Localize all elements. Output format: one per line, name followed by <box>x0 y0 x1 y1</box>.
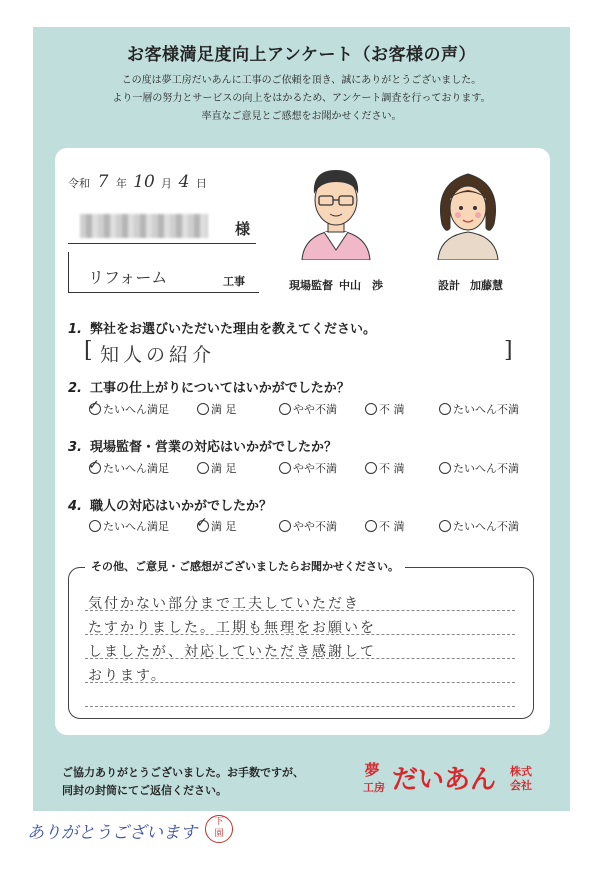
reason-value: 知人の紹介 <box>100 344 216 366</box>
radio-circle-icon <box>88 457 101 474</box>
option-label: やや不満 <box>293 462 337 475</box>
logo-name: だいあん <box>392 765 497 795</box>
options-q3 <box>88 457 539 476</box>
question-1 <box>68 318 376 337</box>
footer-line: ご協力ありがとうございました。お手数ですが、 <box>62 766 304 779</box>
question-number: 1. <box>68 322 82 337</box>
date-row <box>68 172 207 192</box>
intro-line: この度は夢工房だいあんに工事のご依頼を頂き、誠にありがとうございました。 <box>121 75 482 86</box>
survey-intro <box>33 72 570 126</box>
question-number: 2. <box>68 381 82 396</box>
day-unit: 日 <box>196 177 207 190</box>
option-label: 不 満 <box>379 403 405 416</box>
designer-name: 加藤慧 <box>470 279 503 292</box>
comment-line: しましたが、対応していただき感謝して <box>88 644 376 660</box>
option-label: たいへん満足 <box>103 462 169 475</box>
option-radio[interactable] <box>365 460 439 476</box>
work-value: リフォーム <box>88 268 168 287</box>
handwritten-thanks: ありがとうございます <box>27 823 197 843</box>
check-mark-icon: ✓ <box>88 457 100 473</box>
radio-circle-icon <box>89 520 101 532</box>
option-label: やや不満 <box>293 403 337 416</box>
supervisor-role: 現場監督 <box>289 279 333 292</box>
supervisor-name: 中山 渉 <box>339 279 383 292</box>
ruled-line <box>85 706 515 707</box>
option-label: たいへん不満 <box>453 462 519 475</box>
option-radio[interactable] <box>279 460 365 476</box>
month-unit: 月 <box>161 177 172 190</box>
question-text: 現場監督・営業の対応はいかがでしたか？ <box>89 440 337 455</box>
comment-line: おります。 <box>88 668 167 684</box>
radio-circle-icon <box>196 515 209 532</box>
comment-heading: その他、ご意見・ご感想がございましたらお聞かせください。 <box>85 558 405 574</box>
option-label: たいへん不満 <box>453 520 519 533</box>
option-radio[interactable] <box>279 518 365 534</box>
option-radio[interactable] <box>439 518 539 534</box>
reason-answer <box>84 338 514 364</box>
customer-name-redacted <box>80 214 208 238</box>
option-label: たいへん不満 <box>453 403 519 416</box>
option-label: 不 満 <box>379 462 405 475</box>
bracket-open: [ <box>84 338 93 363</box>
intro-line: 率直なご意見とご感想をお聞かせください。 <box>201 111 402 122</box>
radio-circle-icon <box>279 520 291 532</box>
option-label: 満 足 <box>211 520 237 533</box>
comment-line: たすかりました。工期も無理をお願いを <box>88 620 376 636</box>
question-3 <box>68 436 337 455</box>
logo-mark-top: 夢 <box>364 761 380 779</box>
radio-circle-icon <box>439 462 451 474</box>
question-text: 弊社をお選びいただいた理由を教えてください。 <box>89 322 376 337</box>
option-radio[interactable] <box>88 398 197 417</box>
option-radio[interactable] <box>439 401 539 417</box>
option-radio[interactable] <box>439 460 539 476</box>
customer-underline <box>68 243 256 244</box>
option-radio[interactable] <box>279 401 365 417</box>
logo-mark-bottom: 工房 <box>363 781 385 794</box>
option-label: たいへん満足 <box>103 403 169 416</box>
radio-circle-icon <box>365 403 377 415</box>
customer-suffix: 様 <box>235 220 251 238</box>
question-4 <box>68 495 272 514</box>
option-radio[interactable] <box>88 457 197 476</box>
radio-circle-icon <box>439 520 451 532</box>
option-label: 満 足 <box>211 462 237 475</box>
option-label: 満 足 <box>211 403 237 416</box>
bracket-close: ] <box>504 338 513 363</box>
question-text: 工事の仕上がりについてはいかがでしたか？ <box>89 381 350 396</box>
radio-circle-icon <box>279 462 291 474</box>
question-2 <box>68 377 350 396</box>
question-number: 4. <box>68 499 82 514</box>
stamp-line: 下 <box>214 817 224 827</box>
option-radio[interactable] <box>197 460 279 476</box>
intro-line: より一層の努力とサービスの向上をはかるため、アンケート調査を行っております。 <box>112 93 491 104</box>
year-value: 7 <box>97 172 109 192</box>
option-radio[interactable] <box>365 401 439 417</box>
survey-title: お客様満足度向上アンケート（お客様の声） <box>127 45 476 65</box>
option-label: やや不満 <box>293 520 337 533</box>
year-unit: 年 <box>116 177 127 190</box>
designer-illustration-icon <box>430 164 506 260</box>
era-label: 令和 <box>68 177 90 190</box>
designer-role: 設計 <box>438 279 460 292</box>
footer-line: 同封の封筒にてご返信ください。 <box>62 784 227 797</box>
supervisor-caption <box>289 277 383 293</box>
radio-circle-icon <box>197 403 209 415</box>
question-text: 職人の対応はいかがでしたか？ <box>89 499 272 514</box>
radio-circle-icon <box>365 462 377 474</box>
designer-caption <box>438 277 503 293</box>
radio-circle-icon <box>439 403 451 415</box>
check-mark-icon: ✓ <box>88 398 100 414</box>
day-value: 4 <box>178 172 190 192</box>
radio-circle-icon <box>365 520 377 532</box>
logo-suffix-top: 株式 <box>510 765 532 778</box>
name-stamp <box>205 815 233 843</box>
check-mark-icon: ✓ <box>196 515 208 531</box>
option-radio[interactable] <box>89 518 197 534</box>
options-q4 <box>89 515 539 534</box>
option-label: 不 満 <box>379 520 405 533</box>
logo-suffix-bottom: 会社 <box>510 779 532 792</box>
survey-header <box>33 27 570 126</box>
question-number: 3. <box>68 440 82 455</box>
stamp-line: 園 <box>214 829 224 839</box>
company-logo <box>360 758 540 802</box>
radio-circle-icon <box>197 462 209 474</box>
option-radio[interactable] <box>365 518 439 534</box>
radio-circle-icon <box>279 403 291 415</box>
month-value: 10 <box>133 172 155 192</box>
radio-circle-icon <box>88 398 101 415</box>
option-radio[interactable] <box>196 515 279 534</box>
supervisor-illustration-icon <box>298 160 374 260</box>
option-radio[interactable] <box>197 401 279 417</box>
work-suffix: 工事 <box>223 275 245 288</box>
options-q2 <box>88 398 539 417</box>
comment-text <box>88 592 376 688</box>
comment-line: 気付かない部分まで工夫していただき <box>88 596 360 612</box>
footer-note <box>62 764 304 800</box>
option-label: たいへん満足 <box>103 520 169 533</box>
